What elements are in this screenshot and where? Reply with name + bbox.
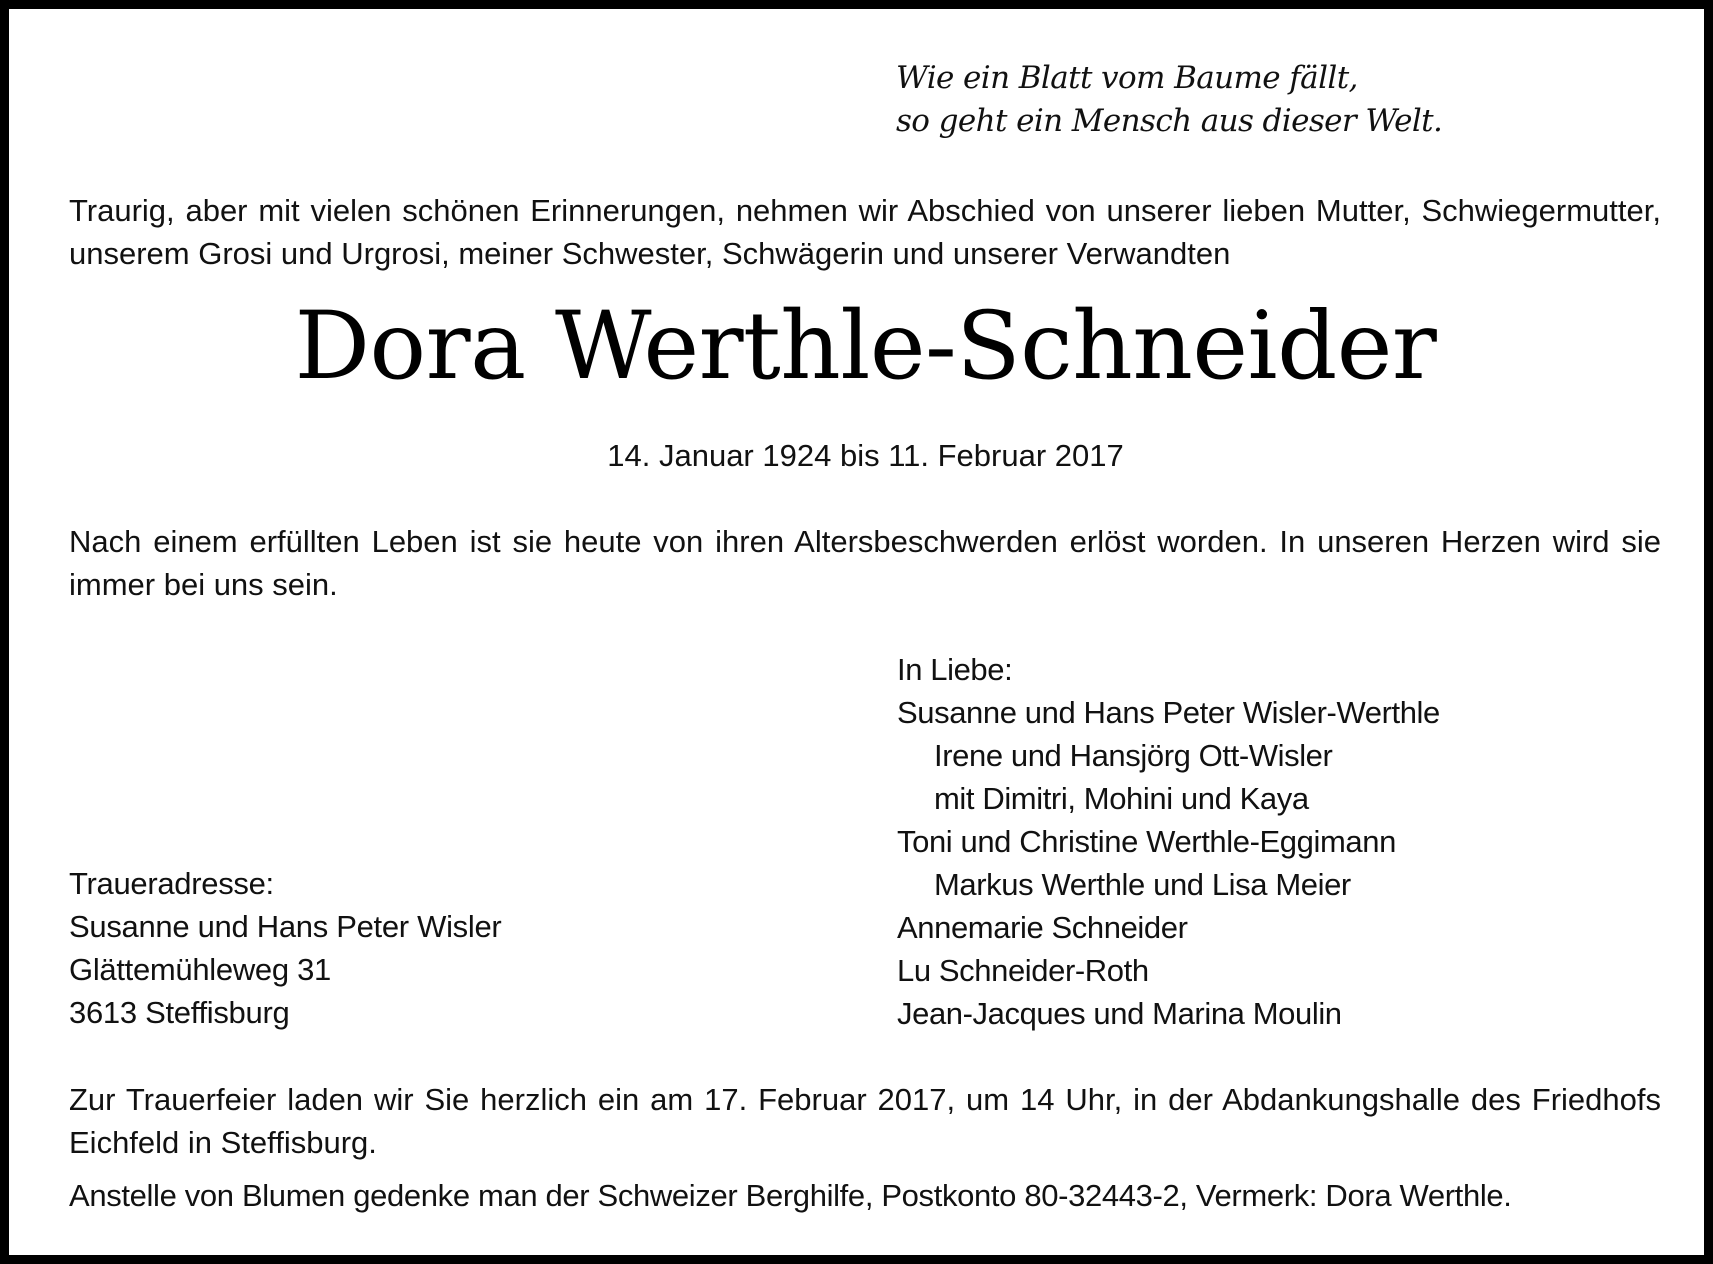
address-heading: Traueradresse: (69, 866, 274, 901)
deceased-name: Dora Werthle-Schneider (294, 292, 1437, 401)
mourning-address (69, 862, 769, 1034)
body-paragraph: Nach einem erfüllten Leben ist sie heute von ihren Altersbeschwerden erlöst worden. In unseren Herzen wird sie immer bei uns sein. (69, 524, 1661, 602)
mourner-line: Jean-Jacques und Marina Moulin (897, 996, 1342, 1031)
intro-paragraph: Traurig, aber mit vielen schönen Erinnerungen, nehmen wir Abschied von unserer lieben Mutter, Schwiegermutter, unserem Grosi und Urgrosi, meiner Schwester, Schwägerin und unserer Verwandten (69, 193, 1661, 271)
mourner-line: mit Dimitri, Mohini und Kaya (934, 781, 1309, 816)
address-name: Susanne und Hans Peter Wisler (69, 909, 502, 944)
mourners-list (897, 648, 1677, 1035)
quote (896, 57, 1616, 143)
mourner-line: Markus Werthle und Lisa Meier (934, 867, 1351, 902)
address-street: Glättemühleweg 31 (69, 952, 332, 987)
ceremony-paragraph: Zur Trauerfeier laden wir Sie herzlich ein am 17. Februar 2017, um 14 Uhr, in der Abdankungshalle des Friedhofs Eichfeld in Steffisburg. (69, 1082, 1661, 1160)
mourner-line: Annemarie Schneider (897, 910, 1188, 945)
mourner-line: Irene und Hansjörg Ott-Wisler (934, 738, 1333, 773)
mourners-heading: In Liebe: (897, 652, 1013, 687)
quote-line: so geht ein Mensch aus dieser Welt. (896, 103, 1443, 139)
life-dates: 14. Januar 1924 bis 11. Februar 2017 (607, 438, 1124, 473)
mourner-line: Toni und Christine Werthle-Eggimann (897, 824, 1396, 859)
donation-note: Anstelle von Blumen gedenke man der Schweizer Berghilfe, Postkonto 80-32443-2, Vermerk: Dora Werthle. (69, 1178, 1512, 1213)
quote-line: Wie ein Blatt vom Baume fällt, (896, 60, 1358, 96)
address-city: 3613 Steffisburg (69, 995, 290, 1030)
mourner-line: Lu Schneider-Roth (897, 953, 1149, 988)
mourner-line: Susanne und Hans Peter Wisler-Werthle (897, 695, 1440, 730)
